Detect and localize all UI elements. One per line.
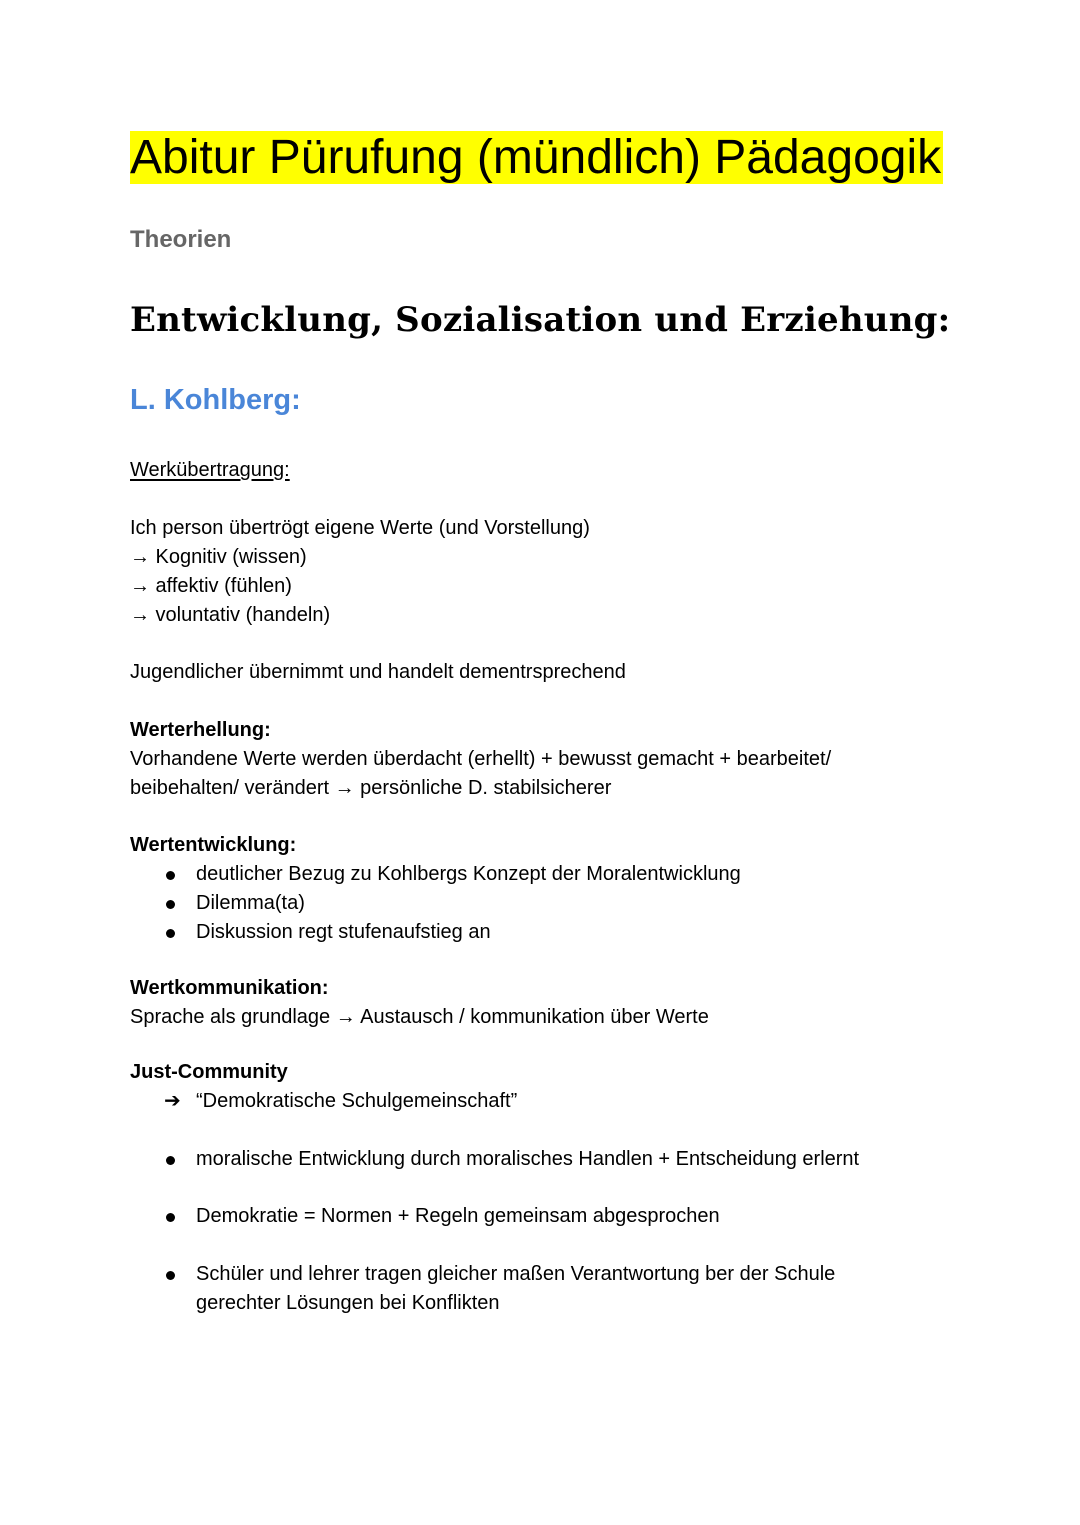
- subtitle: Theorien: [130, 226, 232, 253]
- list-item: Demokratie = Normen + Regeln gemeinsam abgesprochen: [130, 1202, 980, 1231]
- bullet-icon: [166, 1156, 175, 1165]
- werterhellung-body: [130, 745, 980, 803]
- werkuebertragung-body: [130, 514, 980, 630]
- text-line: Sprache als grundlage → Austausch / kommunikation über Werte: [130, 1006, 709, 1028]
- just-community-heading: Just-Community: [130, 1061, 288, 1083]
- text-line: Jugendlicher übernimmt und handelt dementrsprechend: [130, 661, 626, 683]
- text-line: beibehalten/ verändert → persönliche D. stabilsicherer: [130, 777, 612, 799]
- list-item-text: “Demokratische Schulgemeinschaft”: [196, 1090, 518, 1112]
- bullet-icon: [166, 900, 175, 909]
- arrow-list-item: [130, 1087, 980, 1116]
- wertentwicklung-heading: Wertentwicklung:: [130, 834, 297, 856]
- bullet-icon: [166, 929, 175, 938]
- list-item: moralische Entwicklung durch moralisches Handlen + Entscheidung erlernt: [130, 1145, 980, 1174]
- just-community-list-2: [130, 1202, 980, 1231]
- werkuebertragung-heading: Werkübertragung:: [130, 459, 290, 481]
- arrow-line-affektiv: → affektiv (fühlen): [130, 575, 292, 597]
- document-title: [130, 128, 980, 188]
- list-item: Dilemma(ta): [130, 889, 980, 918]
- just-community-list-3: [130, 1260, 910, 1318]
- section-heading: Entwicklung, Sozialisation und Erziehung:: [130, 300, 951, 340]
- arrow-right-icon: ➔: [164, 1090, 181, 1112]
- arrow-line-kognitiv: → Kognitiv (wissen): [130, 546, 307, 568]
- arrow-line-voluntativ: → voluntativ (handeln): [130, 604, 331, 626]
- bullet-icon: [166, 871, 175, 880]
- just-community-list-1: [130, 1145, 980, 1174]
- list-item: deutlicher Bezug zu Kohlbergs Konzept der Moralentwicklung: [130, 860, 980, 889]
- list-item: Diskussion regt stufenaufstieg an: [130, 918, 980, 947]
- list-item: Schüler und lehrer tragen gleicher maßen Verantwortung ber der Schule gerechter Lösungen bei Konflikten: [130, 1260, 910, 1318]
- title-highlight: Abitur Pürufung (mündlich) Pädagogik: [130, 131, 942, 184]
- bullet-icon: [166, 1271, 175, 1280]
- bullet-icon: [166, 1213, 175, 1222]
- text-line: Vorhandene Werte werden überdacht (erhellt) + bewusst gemacht + bearbeitet/: [130, 748, 832, 770]
- wertentwicklung-list: [130, 860, 980, 947]
- author-heading: L. Kohlberg:: [130, 384, 301, 416]
- wertkommunikation-heading: Wertkommunikation:: [130, 977, 329, 999]
- text-line: Ich person übertrögt eigene Werte (und Vorstellung): [130, 517, 590, 539]
- werterhellung-heading: Werterhellung:: [130, 719, 271, 741]
